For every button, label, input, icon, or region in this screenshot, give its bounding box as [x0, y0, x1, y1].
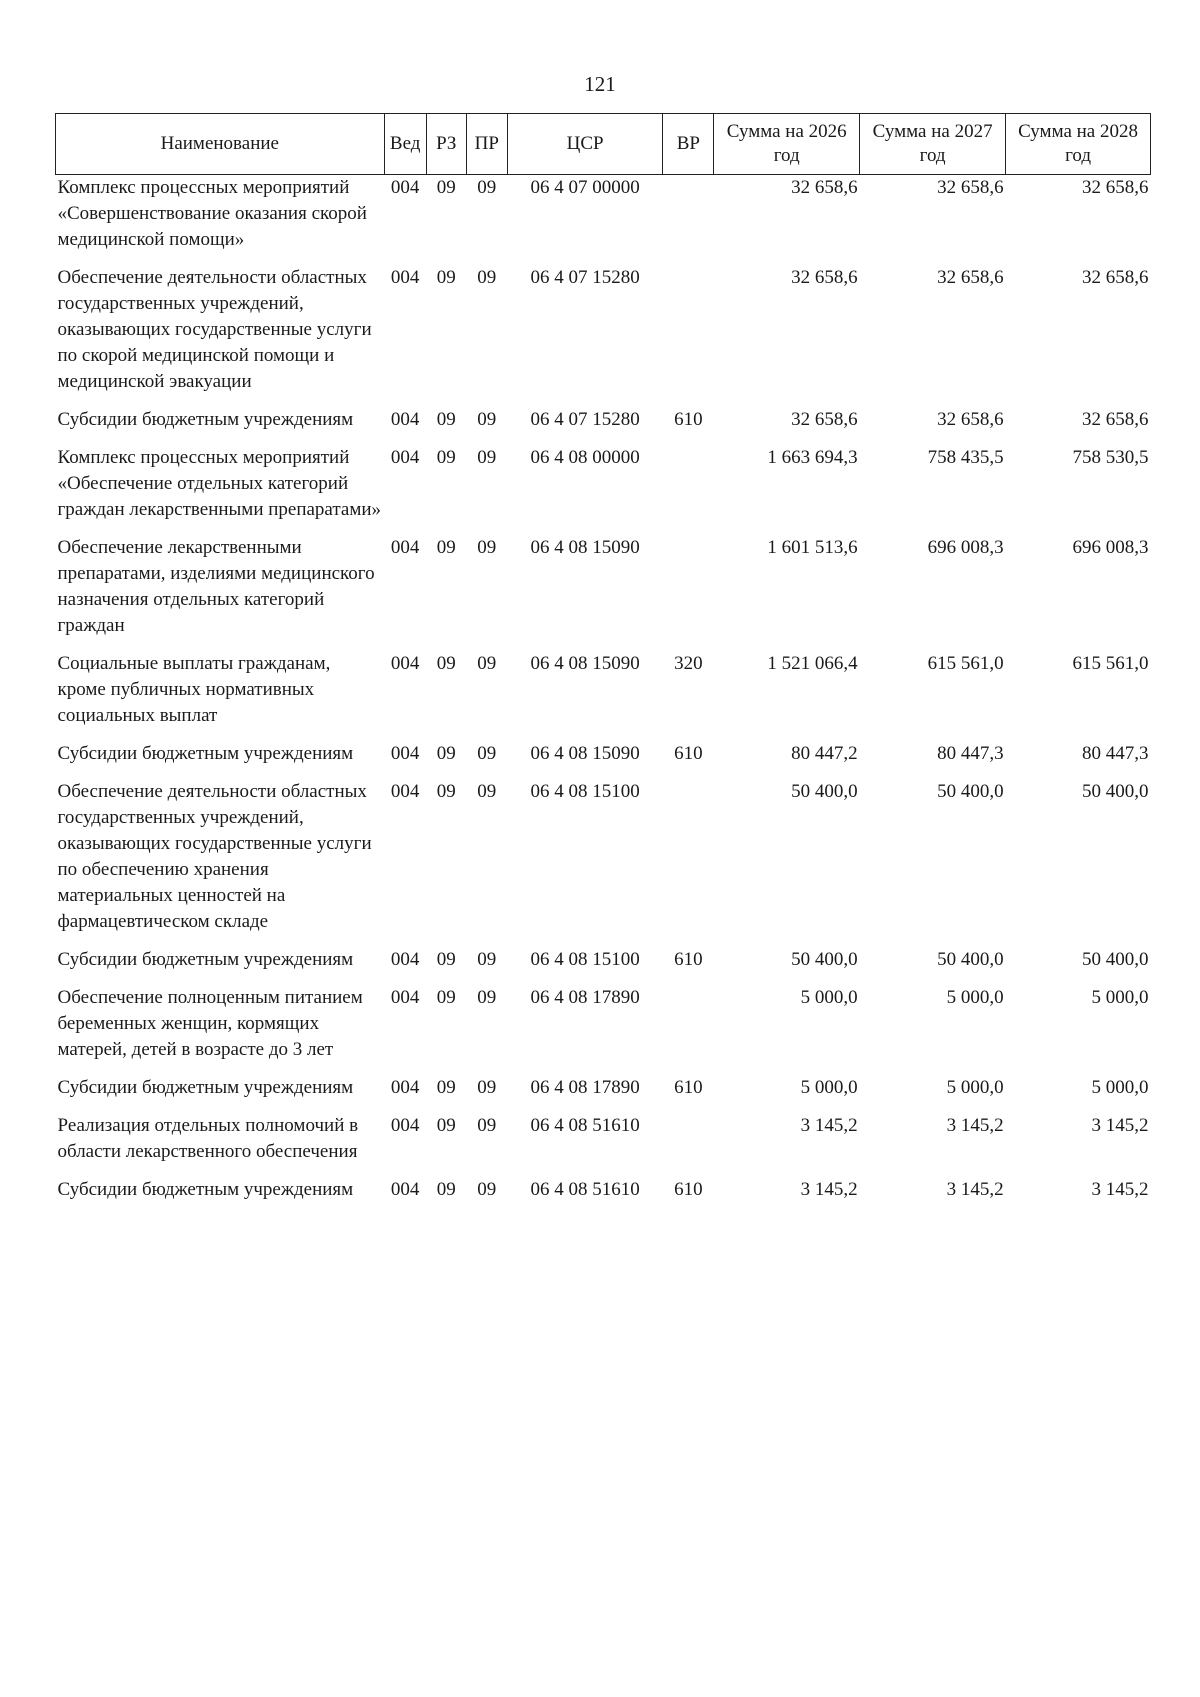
- row-vr: 320: [674, 653, 703, 674]
- row-csr: 06 4 08 15100: [530, 949, 640, 970]
- row-ved: 004: [390, 409, 420, 430]
- budget-table: [55, 113, 1151, 1215]
- row-rz: 09: [436, 177, 456, 198]
- row-sum-2026: 3 145,2: [800, 1115, 858, 1136]
- row-pr: 09: [477, 409, 497, 430]
- row-csr: 06 4 07 15280: [530, 267, 640, 288]
- row-sum-2026: 1 663 694,3: [767, 447, 858, 468]
- row-sum-2028: 696 008,3: [1072, 537, 1149, 558]
- row-sum-2026: 80 447,2: [791, 743, 858, 764]
- row-pr: 09: [477, 1179, 497, 1200]
- row-sum-2026: 50 400,0: [791, 781, 858, 802]
- row-csr: 06 4 08 00000: [530, 447, 640, 468]
- row-name: Реализация отдельных полномочий в области лекарственного обеспечения: [57, 1115, 359, 1162]
- row-sum-2028: 5 000,0: [1091, 987, 1149, 1008]
- row-sum-2027: 5 000,0: [946, 987, 1004, 1008]
- row-sum-2026: 1 521 066,4: [767, 653, 858, 674]
- row-ved: 004: [390, 781, 420, 802]
- table-row: [56, 985, 1151, 1075]
- row-sum-2027: 615 561,0: [927, 653, 1004, 674]
- row-sum-2028: 50 400,0: [1082, 949, 1149, 970]
- row-vr: 610: [674, 1179, 703, 1200]
- row-name: Субсидии бюджетным учреждениям: [57, 743, 354, 764]
- row-pr: 09: [477, 1115, 497, 1136]
- row-ved: 004: [390, 987, 420, 1008]
- table-row: [56, 265, 1151, 407]
- row-ved: 004: [390, 537, 420, 558]
- row-csr: 06 4 08 51610: [530, 1115, 640, 1136]
- row-ved: 004: [390, 447, 420, 468]
- row-sum-2028: 80 447,3: [1082, 743, 1149, 764]
- row-pr: 09: [477, 781, 497, 802]
- table-row: [56, 779, 1151, 947]
- row-ved: 004: [390, 949, 420, 970]
- row-csr: 06 4 08 17890: [530, 1077, 640, 1098]
- row-sum-2026: 50 400,0: [791, 949, 858, 970]
- row-vr: 610: [674, 949, 703, 970]
- row-pr: 09: [477, 537, 497, 558]
- row-vr: [663, 175, 714, 266]
- row-pr: 09: [477, 1077, 497, 1098]
- row-rz: 09: [436, 743, 456, 764]
- row-sum-2028: 50 400,0: [1082, 781, 1149, 802]
- row-rz: 09: [436, 653, 456, 674]
- row-rz: 09: [436, 781, 456, 802]
- row-ved: 004: [390, 1077, 420, 1098]
- row-ved: 004: [390, 1179, 420, 1200]
- row-sum-2026: 3 145,2: [800, 1179, 858, 1200]
- row-vr: 610: [674, 1077, 703, 1098]
- row-csr: 06 4 08 15090: [530, 653, 640, 674]
- row-name: Социальные выплаты гражданам, кроме публичных нормативных социальных выплат: [57, 653, 331, 726]
- row-csr: 06 4 07 00000: [530, 177, 640, 198]
- row-sum-2028: 758 530,5: [1072, 447, 1149, 468]
- row-sum-2027: 32 658,6: [937, 409, 1004, 430]
- row-ved: 004: [390, 177, 420, 198]
- row-vr: [663, 535, 714, 651]
- row-sum-2027: 50 400,0: [937, 781, 1004, 802]
- table-row: [56, 1177, 1151, 1215]
- row-name: Субсидии бюджетным учреждениям: [57, 409, 354, 430]
- row-sum-2028: 3 145,2: [1091, 1179, 1149, 1200]
- row-csr: 06 4 07 15280: [530, 409, 640, 430]
- row-sum-2026: 32 658,6: [791, 409, 858, 430]
- row-csr: 06 4 08 15090: [530, 537, 640, 558]
- row-vr: [663, 779, 714, 947]
- row-sum-2027: 50 400,0: [937, 949, 1004, 970]
- table-row: [56, 535, 1151, 651]
- row-csr: 06 4 08 51610: [530, 1179, 640, 1200]
- row-ved: 004: [390, 743, 420, 764]
- row-name: Комплекс процессных мероприятий «Обеспечение отдельных категорий граждан лекарственными препаратами»: [57, 447, 382, 520]
- row-rz: 09: [436, 987, 456, 1008]
- row-pr: 09: [477, 447, 497, 468]
- header-name: Наименование: [56, 114, 385, 175]
- row-vr: 610: [674, 409, 703, 430]
- table-row: [56, 407, 1151, 445]
- row-sum-2028: 32 658,6: [1082, 267, 1149, 288]
- header-rz: РЗ: [426, 114, 466, 175]
- row-sum-2028: 615 561,0: [1072, 653, 1149, 674]
- row-sum-2027: 5 000,0: [946, 1077, 1004, 1098]
- row-vr: [663, 265, 714, 407]
- row-csr: 06 4 08 15100: [530, 781, 640, 802]
- table-row: [56, 651, 1151, 741]
- header-pr: ПР: [466, 114, 507, 175]
- row-name: Комплекс процессных мероприятий «Совершенствование оказания скорой медицинской помощи»: [57, 177, 367, 250]
- row-vr: [663, 445, 714, 535]
- row-name: Обеспечение полноценным питанием беременных женщин, кормящих матерей, детей в возрасте до 3 лет: [57, 987, 363, 1060]
- row-sum-2027: 80 447,3: [937, 743, 1004, 764]
- row-rz: 09: [436, 267, 456, 288]
- row-pr: 09: [477, 177, 497, 198]
- row-pr: 09: [477, 743, 497, 764]
- row-name: Субсидии бюджетным учреждениям: [57, 1077, 354, 1098]
- row-sum-2027: 3 145,2: [946, 1179, 1004, 1200]
- row-name: Субсидии бюджетным учреждениям: [57, 949, 354, 970]
- row-ved: 004: [390, 1115, 420, 1136]
- row-sum-2026: 1 601 513,6: [767, 537, 858, 558]
- row-rz: 09: [436, 1077, 456, 1098]
- table-row: [56, 1113, 1151, 1177]
- row-sum-2028: 32 658,6: [1082, 409, 1149, 430]
- row-rz: 09: [436, 409, 456, 430]
- row-vr: [663, 985, 714, 1075]
- row-sum-2026: 5 000,0: [800, 987, 858, 1008]
- table-row: [56, 175, 1151, 266]
- row-sum-2028: 32 658,6: [1082, 177, 1149, 198]
- row-sum-2026: 32 658,6: [791, 177, 858, 198]
- row-sum-2028: 5 000,0: [1091, 1077, 1149, 1098]
- row-rz: 09: [436, 537, 456, 558]
- row-pr: 09: [477, 653, 497, 674]
- table-row: [56, 1075, 1151, 1113]
- header-csr: ЦСР: [507, 114, 663, 175]
- row-name: Субсидии бюджетным учреждениям: [57, 1179, 354, 1200]
- page-number: 121: [584, 72, 616, 96]
- row-rz: 09: [436, 1115, 456, 1136]
- row-csr: 06 4 08 17890: [530, 987, 640, 1008]
- row-pr: 09: [477, 267, 497, 288]
- table-header: [56, 114, 1151, 175]
- row-ved: 004: [390, 267, 420, 288]
- header-sum-2026: Сумма на 2026 год: [714, 114, 860, 175]
- row-sum-2027: 3 145,2: [946, 1115, 1004, 1136]
- row-vr: [663, 1113, 714, 1177]
- row-pr: 09: [477, 949, 497, 970]
- row-sum-2027: 32 658,6: [937, 177, 1004, 198]
- row-pr: 09: [477, 987, 497, 1008]
- row-rz: 09: [436, 949, 456, 970]
- row-sum-2027: 696 008,3: [927, 537, 1004, 558]
- row-sum-2028: 3 145,2: [1091, 1115, 1149, 1136]
- row-rz: 09: [436, 1179, 456, 1200]
- table-row: [56, 741, 1151, 779]
- row-ved: 004: [390, 653, 420, 674]
- row-sum-2027: 32 658,6: [937, 267, 1004, 288]
- row-rz: 09: [436, 447, 456, 468]
- row-sum-2026: 32 658,6: [791, 267, 858, 288]
- table-row: [56, 947, 1151, 985]
- header-sum-2027: Сумма на 2027 год: [860, 114, 1006, 175]
- header-sum-2028: Сумма на 2028 год: [1006, 114, 1151, 175]
- header-ved: Вед: [384, 114, 426, 175]
- row-name: Обеспечение деятельности областных государственных учреждений, оказывающих государственные услуги по обеспечению хранения материальных ценностей на фармацевтическом складе: [57, 781, 372, 932]
- row-sum-2026: 5 000,0: [800, 1077, 858, 1098]
- row-name: Обеспечение деятельности областных государственных учреждений, оказывающих государственные услуги по скорой медицинской помощи и медицинской эвакуации: [57, 267, 372, 392]
- table-body: [56, 175, 1151, 1216]
- row-vr: 610: [674, 743, 703, 764]
- table-row: [56, 445, 1151, 535]
- row-name: Обеспечение лекарственными препаратами, изделиями медицинского назначения отдельных категорий граждан: [57, 537, 375, 636]
- header-vr: ВР: [663, 114, 714, 175]
- row-csr: 06 4 08 15090: [530, 743, 640, 764]
- row-sum-2027: 758 435,5: [927, 447, 1004, 468]
